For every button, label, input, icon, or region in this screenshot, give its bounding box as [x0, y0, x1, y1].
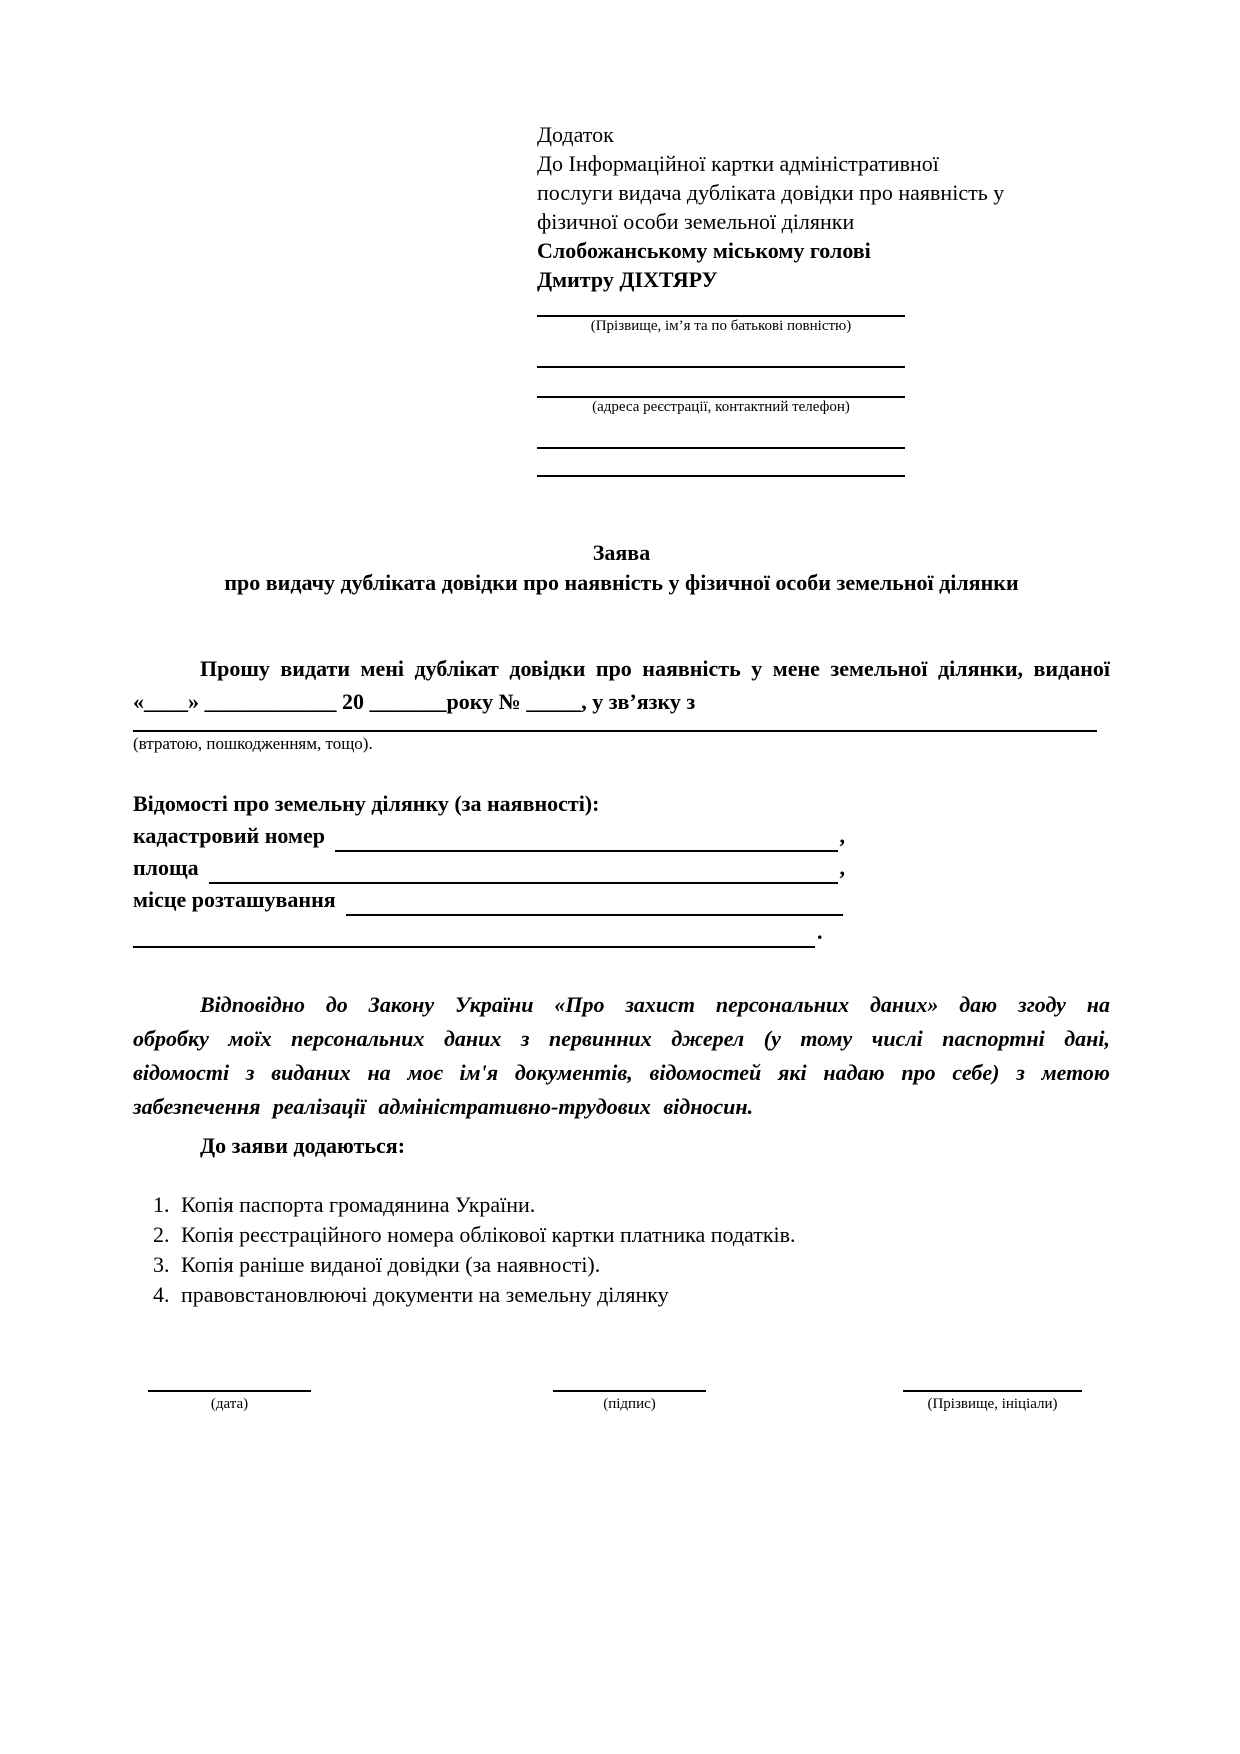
- reason-blank-line: [133, 712, 1097, 732]
- location-continuation-suffix: .: [817, 919, 823, 944]
- attachment-item-title-documents: 4. правовстановлюючі документи на земельну ділянку: [175, 1280, 1135, 1310]
- attachment-item-passport: 1. Копія паспорта громадянина України.: [175, 1190, 1135, 1220]
- document-subtitle: про видачу дубліката довідки про наявність у фізичної особи земельної ділянки: [224, 570, 1019, 595]
- header-line-info-card: До Інформаційної картки адміністративної: [537, 151, 939, 176]
- applicant-blank-line-4: [537, 416, 905, 449]
- area-blank-line: [209, 856, 838, 884]
- personal-data-consent-paragraph: Відповідно до Закону України «Про захист персональних даних» даю згоду на обробку моїх персональних даних з первинних джерел (у тому числі паспортні дані, відомості з виданих на моє ім'я документів, відомостей які надаю про себе) з метою забезпечення реалізації адміністративно-трудових відносин.: [133, 992, 1110, 1119]
- land-info-section: [133, 788, 845, 948]
- area-suffix: ,: [839, 855, 845, 880]
- applicant-fill-in-block: [537, 300, 905, 477]
- location-continuation-row: [133, 916, 845, 948]
- reason-caption: (втратою, пошкодженням, тощо).: [133, 734, 373, 753]
- name-signature-group: [903, 1390, 1082, 1413]
- document-title: Заява: [592, 540, 651, 565]
- header-line-land-plot: фізичної особи земельної ділянки: [537, 209, 855, 234]
- title-block: [133, 538, 1110, 598]
- location-blank-line: [346, 888, 843, 916]
- header-line-appendix: Додаток: [537, 122, 614, 147]
- request-paragraph: [133, 652, 1110, 718]
- request-line-1: Прошу видати мені дублікат довідки про наявність у мене земельної ділянки, виданої: [200, 656, 1110, 681]
- attachments-list: [135, 1190, 1135, 1310]
- cadastral-number-suffix: ,: [839, 823, 845, 848]
- applicant-blank-line-2: [537, 335, 905, 368]
- applicant-blank-line-5: [537, 449, 905, 477]
- cadastral-number-row: [133, 820, 845, 852]
- header-line-service: послуги видача дубліката довідки про наявність у: [537, 180, 1005, 205]
- cadastral-number-label: кадастровий номер: [133, 823, 325, 848]
- location-label: місце розташування: [133, 887, 336, 912]
- document-header: [537, 120, 1004, 294]
- applicant-name-caption: (Прізвище, ім’я та по батькові повністю): [590, 318, 852, 334]
- attachments-heading: До заяви додаються:: [200, 1133, 406, 1158]
- attachment-item-previous-certificate: 3. Копія раніше виданої довідки (за наявності).: [175, 1250, 1135, 1280]
- applicant-name-blank-line: [537, 300, 905, 317]
- applicant-address-caption: (адреса реєстрації, контактний телефон): [592, 399, 850, 415]
- addressee-name: Дмитру ДІХТЯРУ: [537, 267, 718, 292]
- area-row: [133, 852, 845, 884]
- attachment-item-tax-number: 2. Копія реєстраційного номера облікової картки платника податків.: [175, 1220, 1135, 1250]
- date-signature-group: [148, 1390, 311, 1413]
- request-line-2-date-number: «____» ____________ 20 _______року № _____, у зв’язку з: [133, 689, 696, 714]
- sign-signature-group: [553, 1390, 706, 1413]
- addressee-title: Слобожанському міському голові: [537, 238, 871, 263]
- name-caption: (Прізвище, ініціали): [927, 1396, 1058, 1412]
- applicant-address-blank-line: [537, 368, 905, 398]
- location-continuation-blank-line: [133, 920, 815, 948]
- area-label: площа: [133, 855, 199, 880]
- cadastral-number-blank-line: [335, 824, 838, 852]
- date-caption: (дата): [210, 1396, 249, 1412]
- sign-caption: (підпис): [603, 1396, 656, 1412]
- land-info-heading: Відомості про земельну ділянку (за наявності):: [133, 791, 600, 816]
- location-row: [133, 884, 845, 916]
